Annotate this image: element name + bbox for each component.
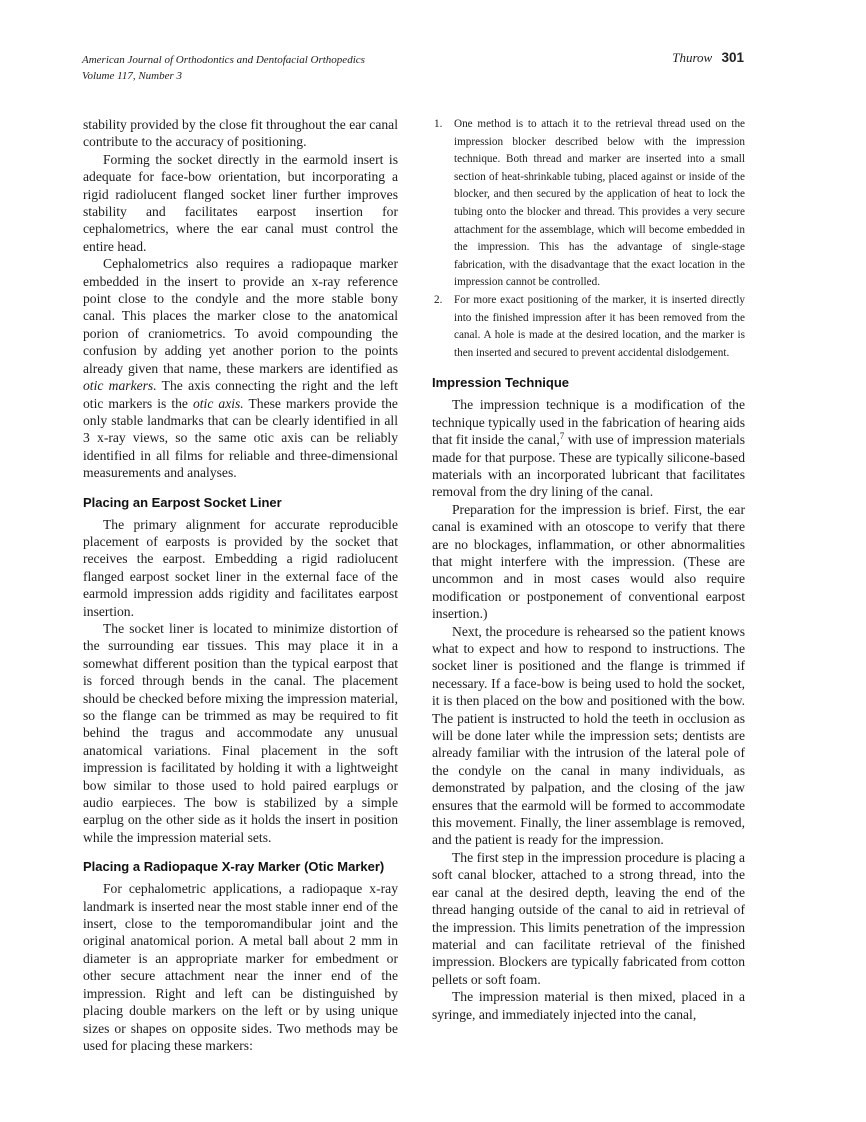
paragraph <box>83 255 398 481</box>
paragraph: The first step in the impression procedure is placing a soft canal blocker, attached to a strong thread, into the ear canal at the desired depth, leaving the end of the thread hanging outside of the canal to aid in retrieval of the impression. This limits penetration of the impression material and can facilitate retrieval of the finished impression. Blockers are typically fabricated from cotton pellets or soft foam. <box>432 849 745 987</box>
list-text: One method is to attach it to the retrieval thread used on the impression blocker described below with the impression technique. Both thread and marker are inserted into a small section of heat-shrinkable tubing, placed against or inside of the blocker, and then secured by the application of heat to lock the tubing onto the blocker and thread. This provides a very secure attachment for the assemblage, which will become embedded in the impression. This has the advantage of single-stage fabrication, with the disadvantage that the exact location in the impression cannot be controlled. <box>454 118 745 289</box>
list-item <box>432 292 745 362</box>
list-item <box>432 116 745 292</box>
paragraph: The primary alignment for accurate reproducible placement of earposts is provided by the socket that receives the earpost. Embedding a rigid radiolucent flanged earpost socket liner in the external face of the earmold impression adds rigidity and facilitates earpost insertion. <box>83 516 398 619</box>
paragraph: The socket liner is located to minimize distortion of the surrounding ear tissues. This may place it in a somewhat different position than the typical earpost that is forced through bends in the canal. The placement should be checked before mixing the impression material, so the flange can be trimmed as may be required to fit behind the tragus and accommodate any unusual anatomical variations. Final placement in the soft impression is facilitated by holding it with a lightweight bow similar to those used to hold paired earplugs or audio earpieces. The bow is stabilized by a simple earplug on the other side as it holds the insert in position while the impression material sets. <box>83 620 398 845</box>
term-otic-markers: otic markers. <box>83 378 157 394</box>
section-heading: Placing a Radiopaque X-ray Marker (Otic Marker) <box>83 859 385 875</box>
text-run: The axis connecting the right and the left otic markers is the <box>83 378 398 411</box>
running-head-left <box>82 52 365 84</box>
paragraph: Preparation for the impression is brief. First, the ear canal is examined with an otoscope to verify that there are no blockages, inflammation, or other abnormalities that might interfere with the impression. (These are uncommon and in most cases would also require modification or postponement of conventional earpost insertion.) <box>432 501 745 622</box>
text-run: with use of impression materials made for that purpose. These are typically silicone-based materials with an incorporated lubricant that facilitates removal from the dry lining of the canal. <box>432 432 745 500</box>
page-number: 301 <box>721 50 744 65</box>
paragraph: Forming the socket directly in the earmold insert is adequate for face-bow orientation, but incorporating a rigid radiolucent flanged socket liner further improves stability and facilitates earpost insertion for cephalometrics, where the ear canal must control the entire head. <box>83 151 398 254</box>
left-column <box>83 116 398 1054</box>
running-head-right <box>672 50 744 66</box>
text-run: Cephalometrics also requires a radiopaque marker embedded in the insert to provide an x-ray reference point close to the condyle and the more stable bony canal. This places the marker close to the anatomical porion of craniometrics. To avoid compounding the confusion by adding yet another porion to the points already given that name, these markers are identified as <box>83 256 398 376</box>
author-name: Thurow <box>672 50 713 65</box>
section-heading: Placing an Earpost Socket Liner <box>83 494 282 510</box>
paragraph <box>432 396 745 500</box>
paragraph: Next, the procedure is rehearsed so the patient knows what to expect and how to respond to instructions. The socket liner is positioned and the flange is trimmed if necessary. If a face-bow is being used to hold the socket, it is then placed on the bow and positioned with the bow. The patient is instructed to hold the teeth in occlusion as will be done later while the impression sets; dentists are already familiar with the intrusion of the lateral pole of the condyle on the canal in many individuals, as demonstrated by palpation, and the closing of the jaw ensures that the earmold will be formed to accommodate this movement. Finally, the liner assemblage is removed, and the patient is ready for the impression. <box>432 623 745 848</box>
journal-title: American Journal of Orthodontics and Dentofacial Orthopedics <box>82 54 365 66</box>
paragraph: The impression material is then mixed, placed in a syringe, and immediately injected into the canal, <box>432 989 745 1022</box>
volume-number: Volume 117, Number 3 <box>82 70 183 82</box>
paragraph: stability provided by the close fit throughout the ear canal contribute to the accuracy of positioning. <box>83 117 398 150</box>
right-column <box>432 116 745 1023</box>
reference-superscript: 7 <box>559 431 565 442</box>
list-number: 1. <box>434 118 443 130</box>
paragraph: For cephalometric applications, a radiopaque x-ray landmark is inserted near the most stable inner end of the insert, close to the temporomandibular joint and the original anatomical porion. A metal ball about 2 mm in diameter is an appropriate marker for embedment or other secure attachment near the inner end of the impression. Right and left can be distinguished by placing double markers on the left or by using unique sizes or shapes on opposite sides. Two methods may be used for placing these markers: <box>83 881 398 1053</box>
text-run: The impression technique is a modification of the technique typically used in the fabrication of hearing aids that fit inside the canal, <box>432 397 745 448</box>
list-number: 2. <box>434 293 443 306</box>
list-text: For more exact positioning of the marker, it is inserted directly into the finished impression after it has been removed from the canal. A hole is made at the desired location, and the marker is then inserted and secured to prevent accidental dislodgement. <box>454 293 745 359</box>
term-otic-axis: otic axis. <box>192 395 244 411</box>
section-heading: Impression Technique <box>432 375 570 391</box>
text-run: These markers provide the only stable landmarks that can be clearly identified in all 3 x-ray views, so the same otic axis can be reliably identified in all films for reliable and three-dimensional measurements and analyses. <box>83 395 398 481</box>
numbered-list <box>432 116 745 362</box>
